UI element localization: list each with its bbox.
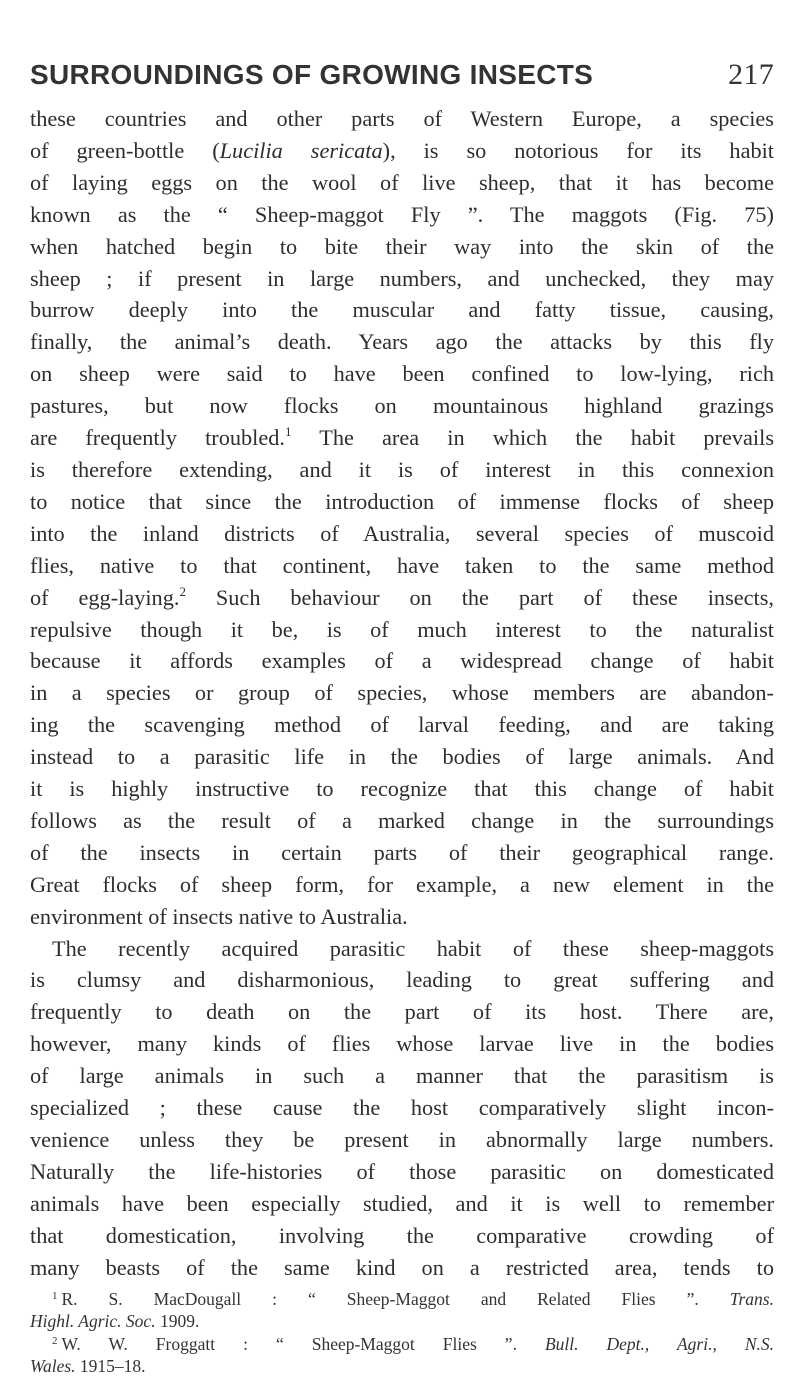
body-text xyxy=(30,103,774,1284)
text-line-20: ing the scavenging method of larval feeding, and are taking xyxy=(30,712,774,738)
text-line-26: environment of insects native to Australia. xyxy=(30,903,408,929)
text-line-8: finally, the animal’s death. Years ago the attacks by this fly xyxy=(30,329,774,355)
text-line-11: are frequently troubled.$^1$ The area in which the habit prevails xyxy=(30,424,774,451)
text-line-27: The recently acquired parasitic habit of these sheep-maggots xyxy=(52,935,774,961)
text-line-13: to notice that since the introduction of immense flocks of sheep xyxy=(30,488,774,514)
text-line-28: is clumsy and disharmonious, leading to great suffering and xyxy=(30,967,774,993)
footnote-ref-1[interactable]: 1 xyxy=(284,424,292,440)
text-line-35: animals have been especially studied, and it is well to remember xyxy=(30,1190,774,1216)
text-line-12: is therefore extending, and it is of interest in this connexion xyxy=(30,456,774,482)
text-line-9: on sheep were said to have been confined to low-lying, rich xyxy=(30,361,774,387)
footnote-2-number: 2 xyxy=(52,1334,58,1347)
text-line-32: specialized ; these cause the host comparatively slight incon- xyxy=(30,1095,774,1121)
text-line-14: into the inland districts of Australia, several species of muscoid xyxy=(30,520,774,546)
footnote-2-line-2: Wales. 1915–18. xyxy=(30,1356,146,1377)
text-line-37: many beasts of the same kind on a restricted area, tends to xyxy=(30,1254,774,1280)
text-line-21: instead to a parasitic life in the bodies of large animals. And xyxy=(30,744,774,770)
book-page xyxy=(30,58,774,1378)
text-line-15: flies, native to that continent, have taken to the same method xyxy=(30,552,774,578)
text-line-6: sheep ; if present in large numbers, and unchecked, they may xyxy=(30,265,774,291)
text-line-1: these countries and other parts of Western Europe, a species xyxy=(30,106,774,131)
text-line-30: however, many kinds of flies whose larvae live in the bodies xyxy=(30,1031,774,1057)
text-line-3: of laying eggs on the wool of live sheep, that it has become xyxy=(30,169,774,195)
running-head xyxy=(30,58,774,98)
text-line-4: known as the “ Sheep-maggot Fly ”. The maggots (Fig. 75) xyxy=(30,201,774,227)
text-line-19: in a species or group of species, whose members are abandon- xyxy=(30,680,774,706)
text-line-22: it is highly instructive to recognize that this change of habit xyxy=(30,776,774,802)
text-line-25: Great flocks of sheep form, for example, a new element in the xyxy=(30,871,774,897)
text-line-31: of large animals in such a manner that the parasitism is xyxy=(30,1063,774,1089)
text-line-36: that domestication, involving the comparative crowding of xyxy=(30,1222,774,1248)
text-line-7: burrow deeply into the muscular and fatty tissue, causing, xyxy=(30,297,774,323)
text-line-23: follows as the result of a marked change in the surroundings xyxy=(30,807,774,833)
footnote-ref-2[interactable]: 2 xyxy=(179,583,186,599)
species-name: Lucilia sericata xyxy=(219,137,383,163)
text-line-18: because it affords examples of a widespread change of habit xyxy=(30,648,774,674)
text-line-2: of green-bottle (Lucilia sericata), is so notorious for its habit xyxy=(30,137,774,163)
footnote-1-number: 1 xyxy=(52,1289,58,1302)
footnotes xyxy=(30,1288,774,1378)
text-line-5: when hatched begin to bite their way into the skin of the xyxy=(30,233,774,259)
footnote-2-line-1: $^2$ W. W. Froggatt : “ Sheep-Maggot Flies ”. Bull. Dept., Agri., N.S. xyxy=(52,1333,774,1354)
text-line-24: of the insects in certain parts of their geographical range. xyxy=(30,839,774,865)
text-line-16: of egg-laying.$^2$ Such behaviour on the part of these insects, xyxy=(30,583,774,610)
footnote-1-line-1: $^1$ R. S. MacDougall : “ Sheep-Maggot and Related Flies ”. Trans. xyxy=(52,1288,774,1309)
page-number: 217 xyxy=(728,58,774,91)
text-line-17: repulsive though it be, is of much interest to the naturalist xyxy=(30,616,774,642)
text-line-29: frequently to death on the part of its host. There are, xyxy=(30,999,774,1025)
text-line-10: pastures, but now flocks on mountainous highland grazings xyxy=(30,393,774,419)
running-head-title: SURROUNDINGS OF GROWING INSECTS xyxy=(30,59,594,90)
text-line-34: Naturally the life-histories of those parasitic on domesticated xyxy=(30,1158,774,1184)
footnote-1-line-2: Highl. Agric. Soc. 1909. xyxy=(30,1311,200,1332)
text-line-33: venience unless they be present in abnormally large numbers. xyxy=(30,1127,774,1152)
